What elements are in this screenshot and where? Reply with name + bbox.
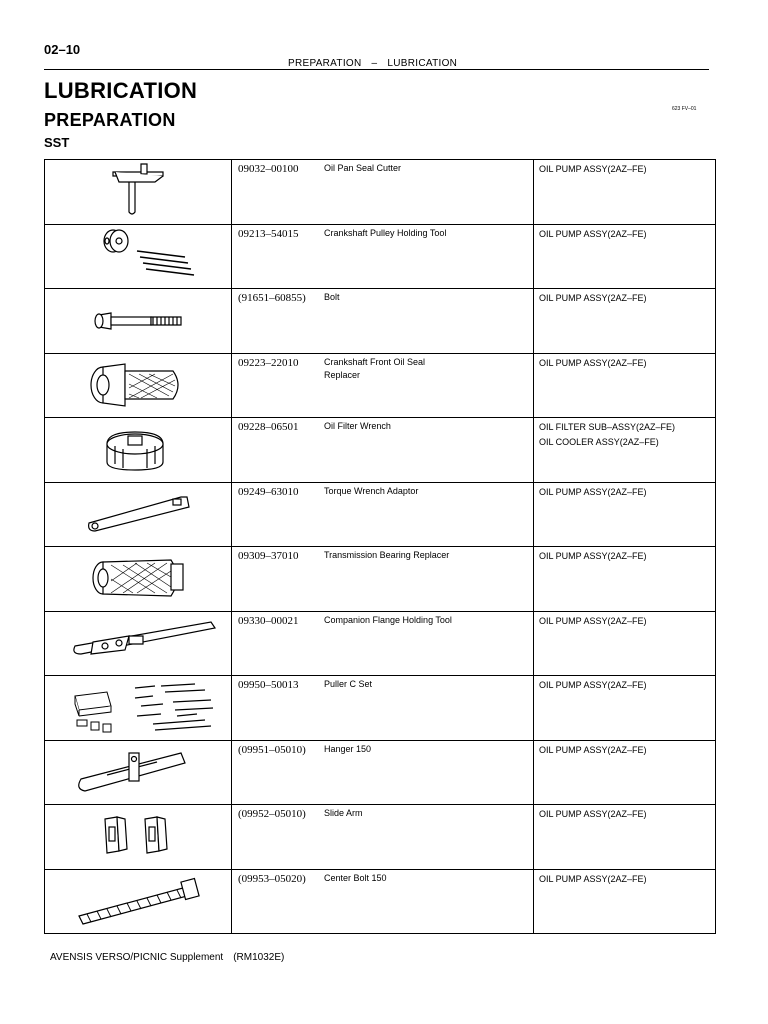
sst-table [44, 159, 716, 934]
table-row [45, 611, 716, 676]
running-head-separator: – [371, 58, 378, 69]
table-row [45, 224, 716, 289]
table-row [45, 353, 716, 418]
usage-cell [534, 869, 716, 934]
usage-cell [534, 482, 716, 547]
usage-item: OIL PUMP ASSY(2AZ–FE) [539, 357, 647, 368]
part-number: 09228–06501 [238, 421, 299, 433]
part-cell [232, 805, 534, 870]
page-number: 02–10 [44, 42, 81, 57]
part-number: 09950–50013 [238, 679, 299, 691]
sst-heading: SST [44, 135, 70, 150]
tool-name: Crankshaft Pulley Holding Tool [324, 227, 447, 238]
tool-name: Hanger 150 [324, 743, 372, 754]
part-number: (09952–05010) [238, 808, 306, 820]
tool-illustration-cell [45, 289, 232, 354]
usage-item: OIL COOLER ASSY(2AZ–FE) [539, 437, 659, 447]
tool-name: Crankshaft Front Oil Seal Replacer [324, 356, 426, 380]
usage-item: OIL PUMP ASSY(2AZ–FE) [539, 680, 647, 690]
usage-cell [534, 676, 716, 741]
tool-illustration-cell [45, 611, 232, 676]
part-cell [232, 160, 534, 225]
usage-cell [534, 805, 716, 870]
part-cell [232, 869, 534, 934]
figure-code: 623 FV–01 [672, 106, 697, 112]
table-row [45, 740, 716, 805]
tool-illustration-cell [45, 740, 232, 805]
table-row [45, 869, 716, 934]
usage-cell [534, 418, 716, 483]
tool-name: Slide Arm [324, 808, 363, 818]
part-number: 09330–00021 [238, 614, 299, 627]
part-cell [232, 289, 534, 354]
part-cell [232, 676, 534, 741]
part-number: (09951–05010) [238, 743, 306, 756]
tool-name: Oil Pan Seal Cutter [324, 163, 402, 173]
part-number: (91651–60855) [238, 292, 306, 304]
table-row [45, 547, 716, 612]
usage-cell [534, 353, 716, 418]
usage-cell [534, 611, 716, 676]
tool-name: Companion Flange Holding Tool [324, 614, 452, 625]
page-title: LUBRICATION [44, 78, 198, 103]
part-cell [232, 740, 534, 805]
running-head [288, 58, 457, 69]
usage-cell [534, 160, 716, 225]
table-row [45, 418, 716, 483]
usage-item: OIL PUMP ASSY(2AZ–FE) [539, 615, 647, 626]
footer-manual-code: (RM1032E) [233, 952, 285, 963]
tool-illustration-cell [45, 547, 232, 612]
part-cell [232, 547, 534, 612]
footer-model: AVENSIS VERSO/PICNIC Supplement [50, 952, 224, 963]
part-cell [232, 418, 534, 483]
tool-illustration-cell [45, 482, 232, 547]
usage-item: OIL PUMP ASSY(2AZ–FE) [539, 228, 647, 239]
tool-name: Transmission Bearing Replacer [324, 550, 450, 560]
table-row [45, 289, 716, 354]
part-cell [232, 353, 534, 418]
tool-illustration-cell [45, 676, 232, 741]
usage-cell [534, 224, 716, 289]
part-number: 09223–22010 [238, 356, 299, 369]
header-rule [44, 69, 709, 70]
running-head-subsection: LUBRICATION [387, 58, 458, 69]
usage-cell [534, 547, 716, 612]
table-row [45, 482, 716, 547]
part-number: 09309–37010 [238, 550, 299, 562]
tool-name: Puller C Set [324, 679, 373, 689]
usage-item: OIL PUMP ASSY(2AZ–FE) [539, 873, 647, 884]
part-cell [232, 482, 534, 547]
tool-name: Center Bolt 150 [324, 872, 387, 883]
tool-illustration-cell [45, 160, 232, 225]
table-row [45, 805, 716, 870]
running-head-section: PREPARATION [288, 58, 362, 69]
tool-illustration-cell [45, 224, 232, 289]
table-row [45, 676, 716, 741]
part-number: (09953–05020) [238, 872, 306, 885]
part-number: 09032–00100 [238, 163, 299, 175]
part-number: 09213–54015 [238, 227, 299, 240]
part-cell [232, 224, 534, 289]
footer [50, 952, 284, 963]
tool-illustration-cell [45, 805, 232, 870]
tool-name: Torque Wrench Adaptor [324, 485, 419, 496]
tool-illustration-cell [45, 353, 232, 418]
usage-item: OIL PUMP ASSY(2AZ–FE) [539, 809, 647, 819]
usage-cell [534, 289, 716, 354]
tool-illustration-cell [45, 869, 232, 934]
usage-item: OIL PUMP ASSY(2AZ–FE) [539, 486, 647, 497]
section-title: PREPARATION [44, 110, 176, 130]
usage-item: OIL FILTER SUB–ASSY(2AZ–FE) [539, 422, 676, 432]
usage-item: OIL PUMP ASSY(2AZ–FE) [539, 551, 647, 561]
usage-item: OIL PUMP ASSY(2AZ–FE) [539, 744, 647, 755]
tool-name: Bolt [324, 292, 340, 302]
tool-illustration-cell [45, 418, 232, 483]
usage-item: OIL PUMP ASSY(2AZ–FE) [539, 164, 647, 174]
usage-item: OIL PUMP ASSY(2AZ–FE) [539, 293, 647, 303]
part-cell [232, 611, 534, 676]
tool-name: Oil Filter Wrench [324, 421, 391, 431]
usage-cell [534, 740, 716, 805]
table-row [45, 160, 716, 225]
part-number: 09249–63010 [238, 485, 299, 498]
